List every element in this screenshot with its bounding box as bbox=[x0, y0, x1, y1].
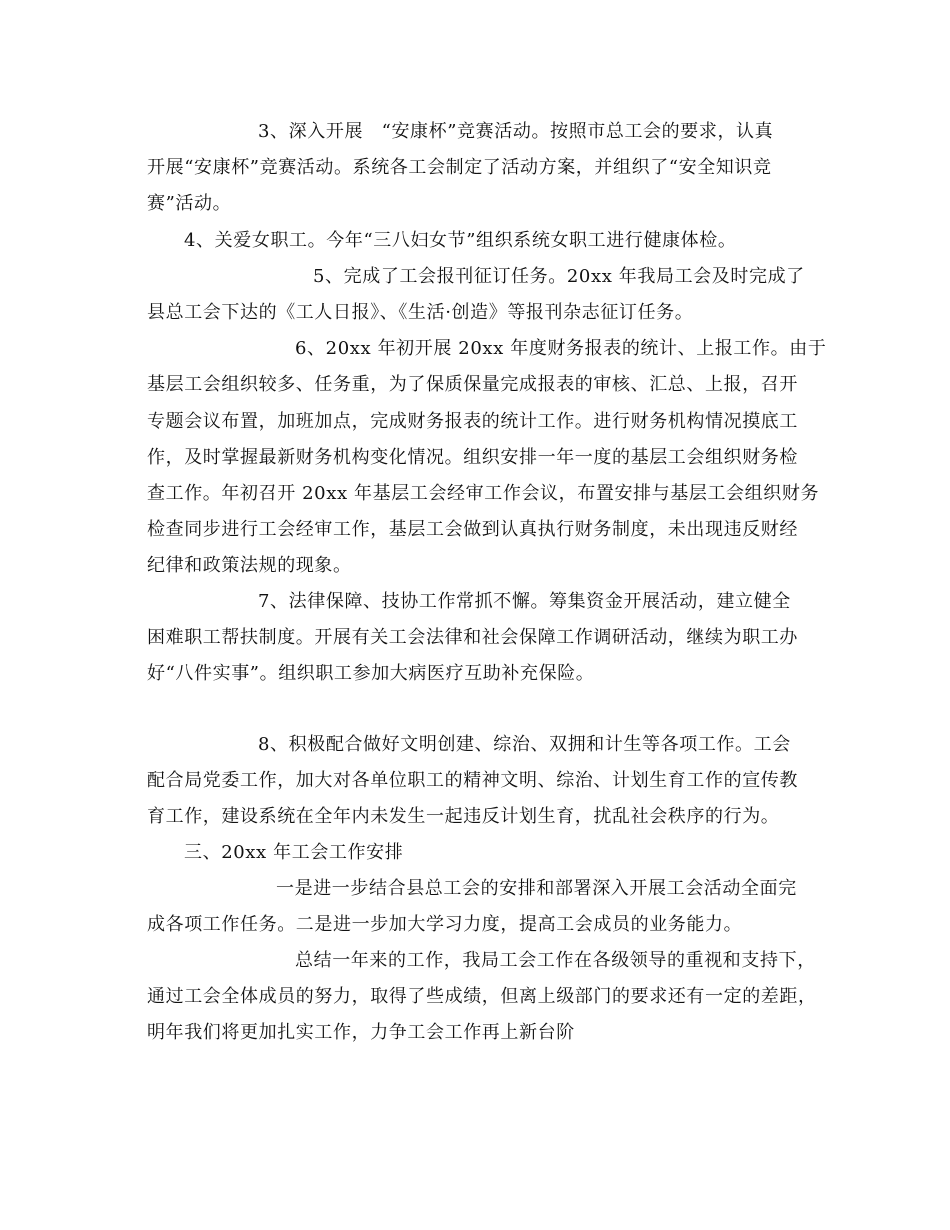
text-line: 通过工会全体成员的努力，取得了些成绩，但离上级部门的要求还有一定的差距， bbox=[147, 986, 817, 1007]
text-line: 县总工会下达的《工人日报》、《生活·创造》等报刊杂志征订任务。 bbox=[147, 302, 694, 323]
text-line: 检查同步进行工会经审工作，基层工会做到认真执行财务制度，未出现违反财经 bbox=[147, 519, 798, 540]
text-line: 纪律和政策法规的现象。 bbox=[147, 555, 352, 576]
text-line: 4、关爱女职工。今年“三八妇女节”组织系统女职工进行健康体检。 bbox=[184, 230, 737, 251]
text-line: 8、积极配合做好文明创建、综治、双拥和计生等各项工作。工会 bbox=[258, 734, 791, 755]
text-line: 开展“安康杯”竞赛活动。系统各工会制定了活动方案，并组织了“安全知识竞 bbox=[147, 157, 772, 178]
text-line: 5、完成了工会报刊征订任务。20xx 年我局工会及时完成了 bbox=[313, 266, 805, 287]
text-line: 3、深入开展 “安康杯”竞赛活动。按照市总工会的要求，认真 bbox=[258, 121, 774, 142]
text-line: 一是进一步结合县总工会的安排和部署深入开展工会活动全面完 bbox=[276, 878, 797, 899]
text-line: 7、法律保障、技协工作常抓不懈。筹集资金开展活动，建立健全 bbox=[258, 591, 791, 612]
text-line: 明年我们将更加扎实工作，力争工会工作再上新台阶 bbox=[147, 1022, 575, 1043]
text-line: 6、20xx 年初开展 20xx 年度财务报表的统计、上报工作。由于 bbox=[295, 338, 827, 359]
text-line: 成各项工作任务。二是进一步加大学习力度，提高工会成员的业务能力。 bbox=[147, 914, 743, 935]
text-line: 困难职工帮扶制度。开展有关工会法律和社会保障工作调研活动，继续为职工办 bbox=[147, 627, 798, 648]
text-line: 育工作，建设系统在全年内未发生一起违反计划生育，扰乱社会秩序的行为。 bbox=[147, 806, 780, 827]
text-line: 赛”活动。 bbox=[147, 193, 232, 214]
text-line: 基层工会组织较多、任务重，为了保质保量完成报表的审核、汇总、上报，召开 bbox=[147, 374, 798, 395]
text-line: 配合局党委工作，加大对各单位职工的精神文明、综治、计划生育工作的宣传教 bbox=[147, 770, 798, 791]
text-line: 专题会议布置，加班加点，完成财务报表的统计工作。进行财务机构情况摸底工 bbox=[147, 411, 798, 432]
text-line: 查工作。年初召开 20xx 年基层工会经审工作会议，布置安排与基层工会组织财务 bbox=[147, 483, 820, 504]
text-line: 三、20xx 年工会工作安排 bbox=[184, 842, 404, 863]
text-line: 好“八件实事”。组织职工参加大病医疗互助补充保险。 bbox=[147, 663, 595, 684]
text-line: 总结一年来的工作，我局工会工作在各级领导的重视和支持下， bbox=[295, 950, 816, 971]
text-line: 作，及时掌握最新财务机构变化情况。组织安排一年一度的基层工会组织财务检 bbox=[147, 447, 798, 468]
